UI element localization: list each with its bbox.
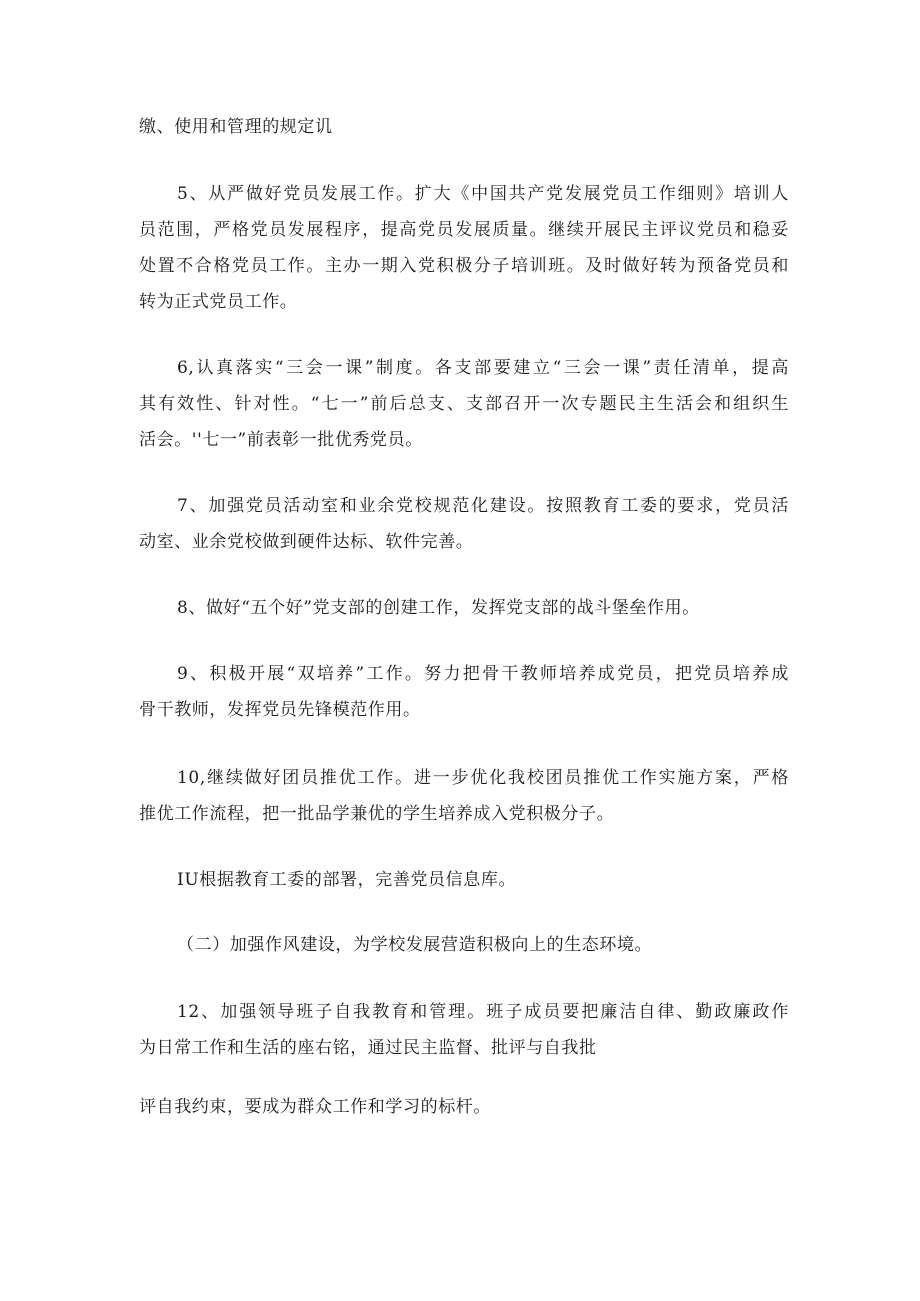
paragraph-6-line-2: 其有效性、针对性。“七一”前后总支、支部召开一次专题民主生活会和组织生 [139, 394, 789, 414]
section-2-heading: （二）加强作风建设，为学校发展营造积极向上的生态环境。 [177, 935, 653, 955]
paragraph-12-line-1: 12、加强领导班子自我教育和管理。班子成员要把廉洁自律、勤政廉政作 [177, 1002, 789, 1022]
paragraph-6-line-3: 活会。''七一”前表彰一批优秀党员。 [139, 430, 423, 450]
paragraph-5-line-3: 处置不合格党员工作。主办一期入党积极分子培训班。及时做好转为预备党员和 [139, 256, 789, 276]
paragraph-9-line-2: 骨干教师，发挥党员先锋模范作用。 [139, 700, 421, 720]
paragraph-9-line-1: 9、积极开展“双培养”工作。努力把骨干教师培养成党员，把党员培养成 [177, 664, 789, 684]
paragraph-5-line-2: 员范围，严格党员发展程序，提高党员发展质量。继续开展民主评议党员和稳妥 [139, 220, 789, 240]
paragraph-7-line-1: 7、加强党员活动室和业余党校规范化建设。按照教育工委的要求，党员活 [177, 496, 789, 516]
paragraph-12-line-3: 评自我约束，要成为群众工作和学习的标杆。 [139, 1097, 491, 1117]
paragraph-8-line-1: 8、做好“五个好”党支部的创建工作，发挥党支部的战斗堡垒作用。 [177, 598, 700, 618]
paragraph-5-line-1: 5、从严做好党员发展工作。扩大《中国共产党发展党员工作细则》培训人 [177, 184, 789, 204]
paragraph-7-line-2: 动室、业余党校做到硬件达标、软件完善。 [139, 532, 474, 552]
paragraph-11-line-1: IU根据教育工委的部署，完善党员信息库。 [177, 870, 517, 890]
paragraph-6-line-1: 6,认真落实“三会一课”制度。各支部要建立“三会一课”责任清单，提高 [177, 358, 789, 378]
paragraph-10-line-2: 推优工作流程，把一批品学兼优的学生培养成入党积极分子。 [139, 804, 615, 824]
paragraph-12-line-2: 为日常工作和生活的座右铭，通过民主监督、批评与自我批 [139, 1038, 597, 1058]
fragment-top-line: 缴、使用和管理的规定讥 [139, 117, 333, 137]
paragraph-5-line-4: 转为正式党员工作。 [139, 292, 298, 312]
paragraph-10-line-1: 10,继续做好团员推优工作。进一步优化我校团员推优工作实施方案，严格 [177, 768, 789, 788]
